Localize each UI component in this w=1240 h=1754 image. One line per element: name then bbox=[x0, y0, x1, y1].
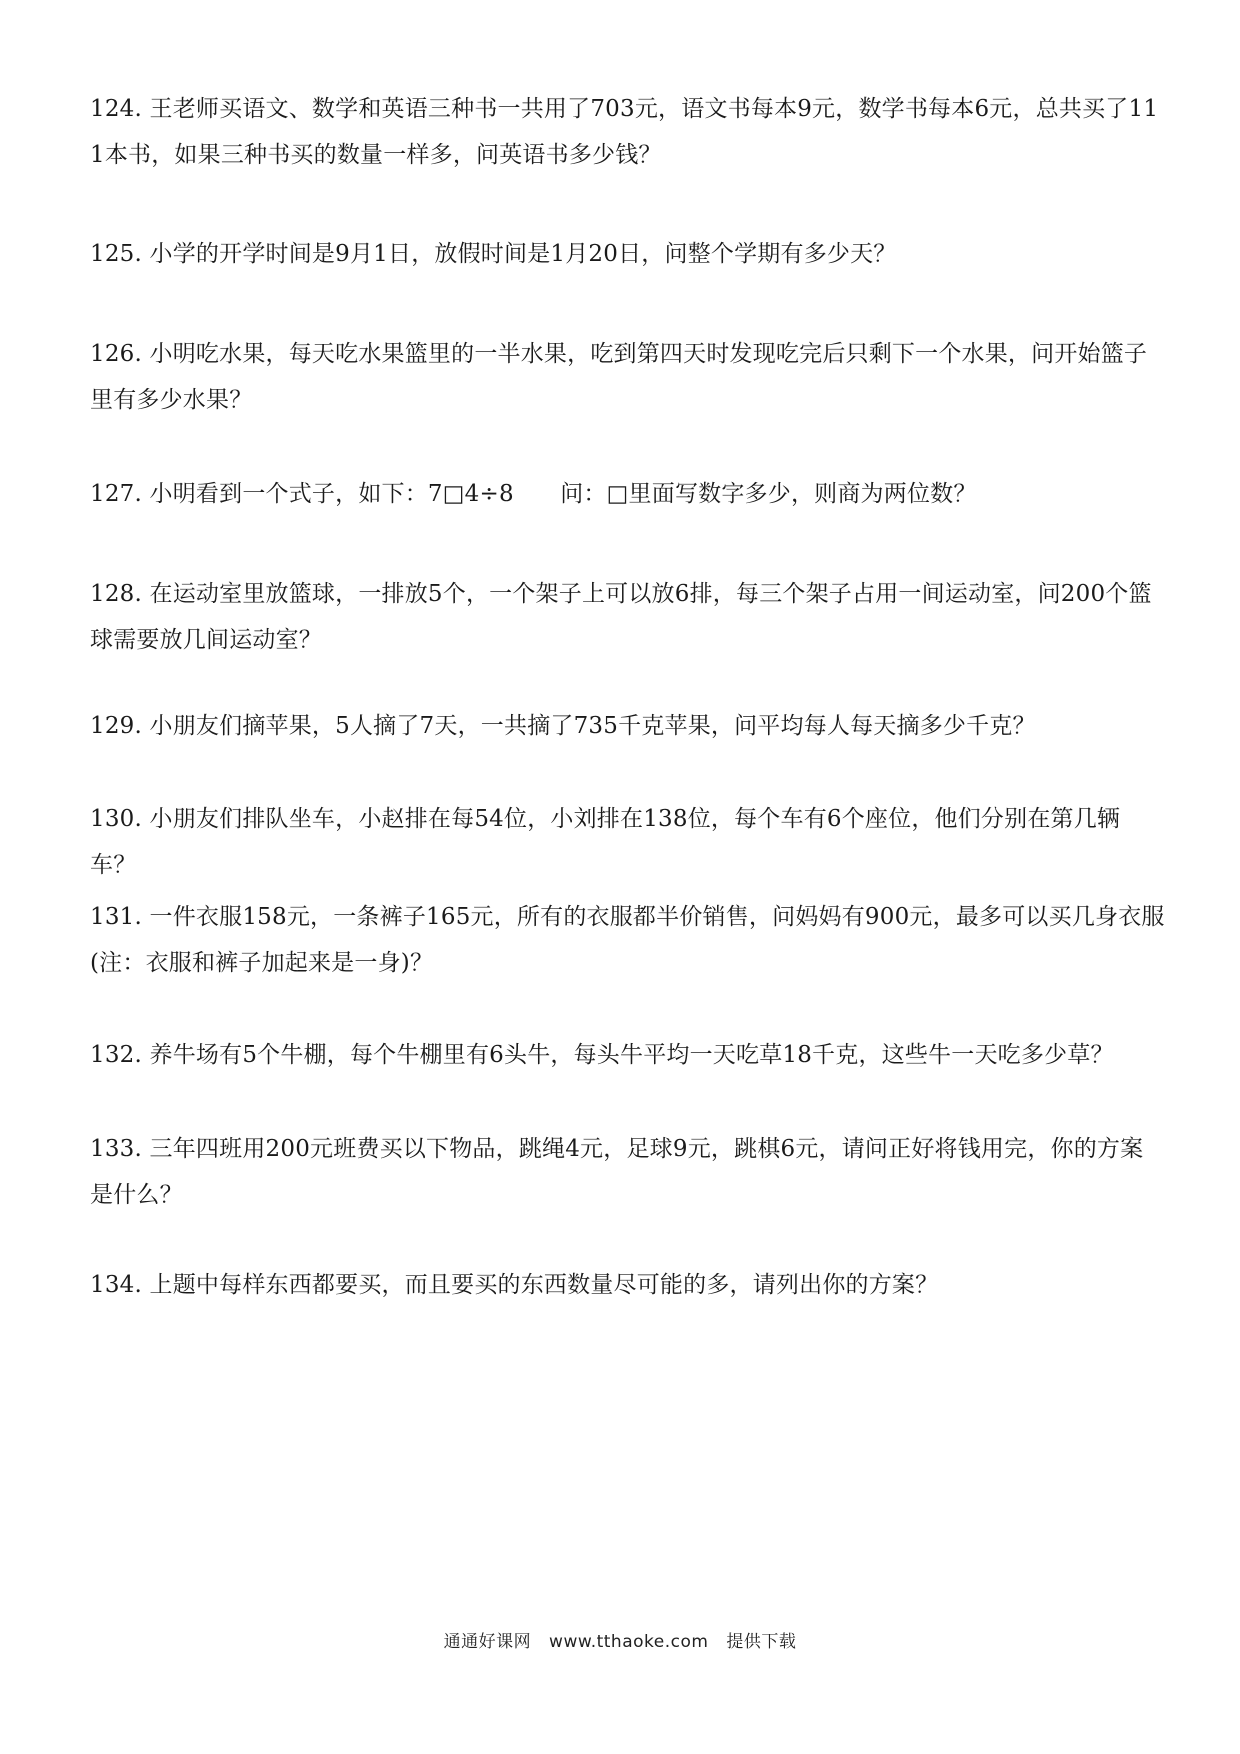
problem-130: 130. 小朋友们排队坐车，小赵排在每54位，小刘排在138位，每个车有6个座位，他们分别在第几辆车？ bbox=[90, 806, 1121, 878]
problem-131: 131. 一件衣服158元，一条裤子165元，所有的衣服都半价销售，问妈妈有900元，最多可以买几身衣服(注：衣服和裤子加起来是一身)？ bbox=[90, 904, 1165, 976]
problem-132: 132. 养牛场有5个牛棚，每个牛棚里有6头牛，每头牛平均一天吃草18千克，这些牛一天吃多少草？ bbox=[90, 1042, 1114, 1068]
problem-126: 126. 小明吃水果，每天吃水果篮里的一半水果，吃到第四天时发现吃完后只剩下一个水果，问开始篮子里有多少水果？ bbox=[90, 341, 1148, 413]
problem-134: 134. 上题中每样东西都要买，而且要买的东西数量尽可能的多，请列出你的方案？ bbox=[90, 1272, 939, 1298]
problem-124: 124. 王老师买语文、数学和英语三种书一共用了703元，语文书每本9元，数学书每本6元，总共买了111本书，如果三种书买的数量一样多，问英语书多少钱？ bbox=[90, 96, 1159, 168]
problem-127: 127. 小明看到一个式子，如下：7□4÷8 问：□里面写数字多少，则商为两位数？ bbox=[90, 481, 977, 507]
footer-site-url[interactable]: www.tthaoke.com bbox=[549, 1632, 709, 1652]
page-footer bbox=[0, 1627, 1240, 1652]
problem-128: 128. 在运动室里放篮球，一排放5个，一个架子上可以放6排，每三个架子占用一间运动室，问200个篮球需要放几间运动室？ bbox=[90, 581, 1152, 653]
footer-tagline: 提供下载 bbox=[726, 1632, 797, 1652]
footer-site-name: 通通好课网 bbox=[443, 1632, 532, 1652]
problem-129: 129. 小朋友们摘苹果，5人摘了7天，一共摘了735千克苹果，问平均每人每天摘多少千克？ bbox=[90, 713, 1036, 739]
problem-125: 125. 小学的开学时间是9月1日，放假时间是1月20日，问整个学期有多少天？ bbox=[90, 241, 897, 267]
problem-133: 133. 三年四班用200元班费买以下物品，跳绳4元，足球9元，跳棋6元，请问正好将钱用完，你的方案是什么？ bbox=[90, 1136, 1144, 1208]
